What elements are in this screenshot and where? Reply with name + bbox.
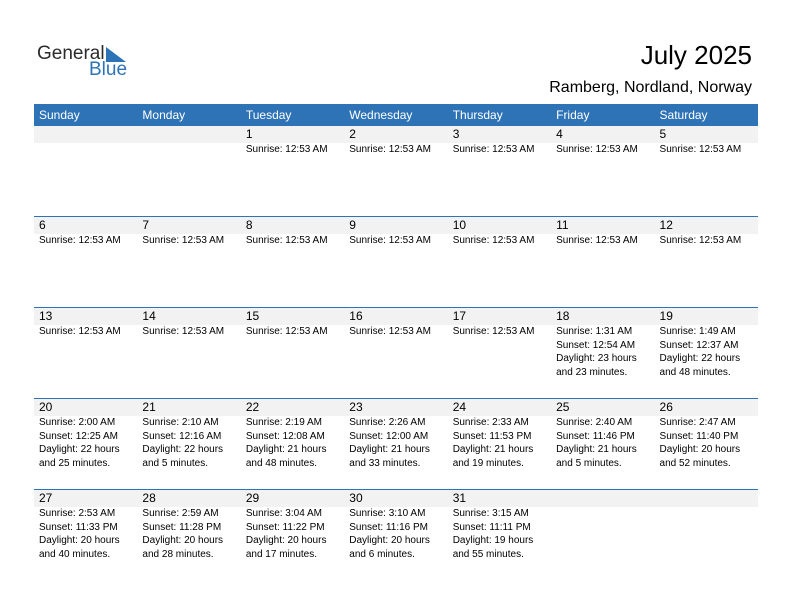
day-cell [551,399,654,489]
day-cell [34,399,137,489]
day-info-line: Daylight: 20 hours [142,535,224,546]
day-info-line: Sunrise: 12:53 AM [556,144,638,155]
day-info-line: Sunrise: 1:31 AM [556,326,633,337]
day-info-line: Daylight: 21 hours [349,444,430,455]
day-info-line: Sunset: 11:16 PM [349,521,429,533]
day-info-line: Sunset: 11:33 PM [39,521,118,533]
day-info-line: Daylight: 20 hours [245,535,327,546]
day-cell [241,399,344,489]
day-info-line: Sunset: 12:25 AM [39,430,118,442]
day-number: 7 [142,218,150,232]
day-cell [137,399,240,489]
day-number [142,126,240,143]
day-info-line: Sunrise: 2:19 AM [245,417,322,428]
day-number: 4 [556,127,563,141]
day-info-line: and 5 minutes. [142,457,209,469]
weekday-sunday: Sunday [39,108,80,122]
day-number: 31 [452,491,467,505]
day-number [660,490,758,507]
day-info-line: Sunrise: 12:53 AM [452,144,535,155]
calendar-week [34,398,758,489]
day-cell [241,217,344,307]
day-cell [551,490,654,580]
day-info-line: Sunrise: 12:53 AM [452,235,535,246]
day-number: 5 [659,127,667,141]
weekday-wednesday: Wednesday [349,108,413,122]
day-number: 27 [39,491,53,505]
day-cell [655,217,758,307]
calendar-weeks [34,126,758,580]
day-cell [241,126,344,216]
day-info-line: Sunrise: 2:33 AM [452,417,529,428]
day-cell [344,490,447,580]
day-info-line: and 25 minutes. [39,457,111,469]
day-info-line: Sunrise: 12:53 AM [142,235,225,246]
day-info-line: Sunset: 11:53 PM [452,430,532,442]
day-info-line: Sunrise: 3:10 AM [349,508,426,519]
day-info-line: Sunrise: 12:53 AM [39,326,121,337]
day-number: 20 [39,400,53,414]
day-cell [241,490,344,580]
day-info-line: Sunset: 11:46 PM [556,430,635,442]
day-info-line: Daylight: 22 hours [142,444,224,455]
day-number: 30 [349,491,363,505]
day-cell [344,126,447,216]
day-cell [137,126,240,216]
day-number: 26 [659,400,673,414]
day-info-line: Daylight: 22 hours [39,444,120,455]
day-cell [34,217,137,307]
day-info-line: Daylight: 23 hours [556,353,637,364]
day-info-line: Sunrise: 3:15 AM [452,508,529,519]
day-cell [241,308,344,398]
day-number [39,126,137,143]
day-info-line: Sunrise: 12:53 AM [349,326,431,337]
day-cell [655,308,758,398]
day-cell [551,217,654,307]
day-cell [448,308,551,398]
day-info-line: Sunrise: 2:53 AM [39,508,116,519]
calendar-week [34,307,758,398]
logo [37,44,137,80]
day-number: 21 [142,400,156,414]
day-cell [448,217,551,307]
day-number: 19 [659,309,673,323]
day-info-line: and 23 minutes. [556,366,628,378]
weekday-tuesday: Tuesday [245,108,292,122]
weekday-monday: Monday [142,108,186,122]
day-info-line: and 52 minutes. [659,457,731,469]
location-subtitle: Ramberg, Nordland, Norway [549,79,752,96]
day-info-line: Sunrise: 12:53 AM [245,235,328,246]
day-number: 16 [349,309,363,323]
day-info-line: Sunrise: 12:53 AM [659,144,742,155]
day-number: 29 [245,491,260,505]
day-number: 22 [245,400,260,414]
day-number: 15 [245,309,260,323]
day-info-line: and 48 minutes. [245,457,318,469]
day-number: 24 [452,400,467,414]
day-number: 14 [142,309,156,323]
calendar-week [34,489,758,580]
page-title: July 2025 [640,40,752,70]
day-number: 11 [556,218,569,232]
day-number: 1 [245,127,253,141]
day-cell [551,126,654,216]
day-info-line: and 28 minutes. [142,548,214,560]
day-info-line: Sunrise: 12:53 AM [452,326,535,337]
day-cell [137,217,240,307]
day-info-line: and 55 minutes. [452,548,524,560]
day-number: 10 [452,218,467,232]
day-cell [655,126,758,216]
day-info-line: Daylight: 20 hours [349,535,430,546]
day-info-line: and 33 minutes. [349,457,421,469]
day-info-line: Sunrise: 2:40 AM [556,417,633,428]
day-info-line: Sunrise: 12:53 AM [349,144,431,155]
day-info-line: Sunset: 12:37 AM [659,339,739,351]
weekday-saturday: Saturday [659,108,708,122]
day-number: 2 [349,127,356,141]
day-info-line: Sunrise: 2:26 AM [349,417,426,428]
day-info-line: and 40 minutes. [39,548,111,560]
day-info-line: Sunrise: 1:49 AM [659,326,736,337]
day-number: 13 [39,309,53,323]
day-info-line: Daylight: 21 hours [452,444,534,455]
logo-general-text: General [37,43,105,64]
day-info-line: Sunrise: 12:53 AM [659,235,742,246]
day-cell [655,399,758,489]
weekday-header [34,104,758,126]
day-info-line: Sunrise: 12:53 AM [39,235,121,246]
day-info-line: Sunset: 12:16 AM [142,430,222,442]
weekday-friday: Friday [556,108,590,122]
day-info-line: Sunrise: 2:59 AM [142,508,219,519]
calendar [34,104,758,580]
day-number: 9 [349,218,356,232]
day-cell [34,308,137,398]
day-number: 18 [556,309,570,323]
day-info-line: Daylight: 19 hours [452,535,534,546]
day-info-line: Sunset: 11:28 PM [142,521,222,533]
day-number: 8 [245,218,253,232]
day-cell [137,490,240,580]
day-info-line: Sunrise: 2:00 AM [39,417,116,428]
day-info-line: and 6 minutes. [349,548,415,560]
day-info-line: and 48 minutes. [659,366,731,378]
day-cell [344,217,447,307]
day-info-line: Sunrise: 12:53 AM [245,326,328,337]
day-number [556,490,654,507]
weekday-thursday: Thursday [452,108,503,122]
day-number: 12 [659,218,673,232]
day-info-line: and 17 minutes. [245,548,318,560]
day-info-line: Sunrise: 2:10 AM [142,417,219,428]
day-cell [34,126,137,216]
day-cell [551,308,654,398]
day-info-line: Sunset: 11:40 PM [659,430,739,442]
day-cell [655,490,758,580]
day-info-line: Sunset: 12:00 AM [349,430,429,442]
logo-blue-text: Blue [89,59,128,80]
day-info-line: Daylight: 20 hours [659,444,741,455]
day-info-line: Daylight: 21 hours [245,444,327,455]
day-info-line: and 19 minutes. [452,457,524,469]
day-number: 28 [142,491,156,505]
day-info-line: Sunset: 12:54 AM [556,339,636,351]
day-cell [344,308,447,398]
day-cell [137,308,240,398]
day-number: 25 [556,400,570,414]
day-info-line: Sunset: 11:11 PM [452,521,531,533]
day-info-line: Daylight: 20 hours [39,535,120,546]
day-info-line: Sunset: 12:08 AM [245,430,325,442]
day-info-line: Sunrise: 3:04 AM [245,508,322,519]
day-info-line: Sunrise: 12:53 AM [349,235,431,246]
day-cell [34,490,137,580]
day-info-line: and 5 minutes. [556,457,622,469]
day-info-line: Sunrise: 12:53 AM [556,235,638,246]
day-info-line: Sunrise: 2:47 AM [659,417,736,428]
day-number: 23 [349,400,363,414]
day-number: 17 [452,309,467,323]
calendar-week [34,216,758,307]
day-number: 3 [452,127,460,141]
day-info-line: Sunset: 11:22 PM [245,521,325,533]
day-cell [448,126,551,216]
day-cell [344,399,447,489]
day-cell [448,399,551,489]
day-info-line: Sunrise: 12:53 AM [142,326,225,337]
day-info-line: Sunrise: 12:53 AM [245,144,328,155]
day-cell [448,490,551,580]
day-number: 6 [39,218,46,232]
day-info-line: Daylight: 22 hours [659,353,741,364]
day-info-line: Daylight: 21 hours [556,444,637,455]
calendar-week [34,126,758,216]
